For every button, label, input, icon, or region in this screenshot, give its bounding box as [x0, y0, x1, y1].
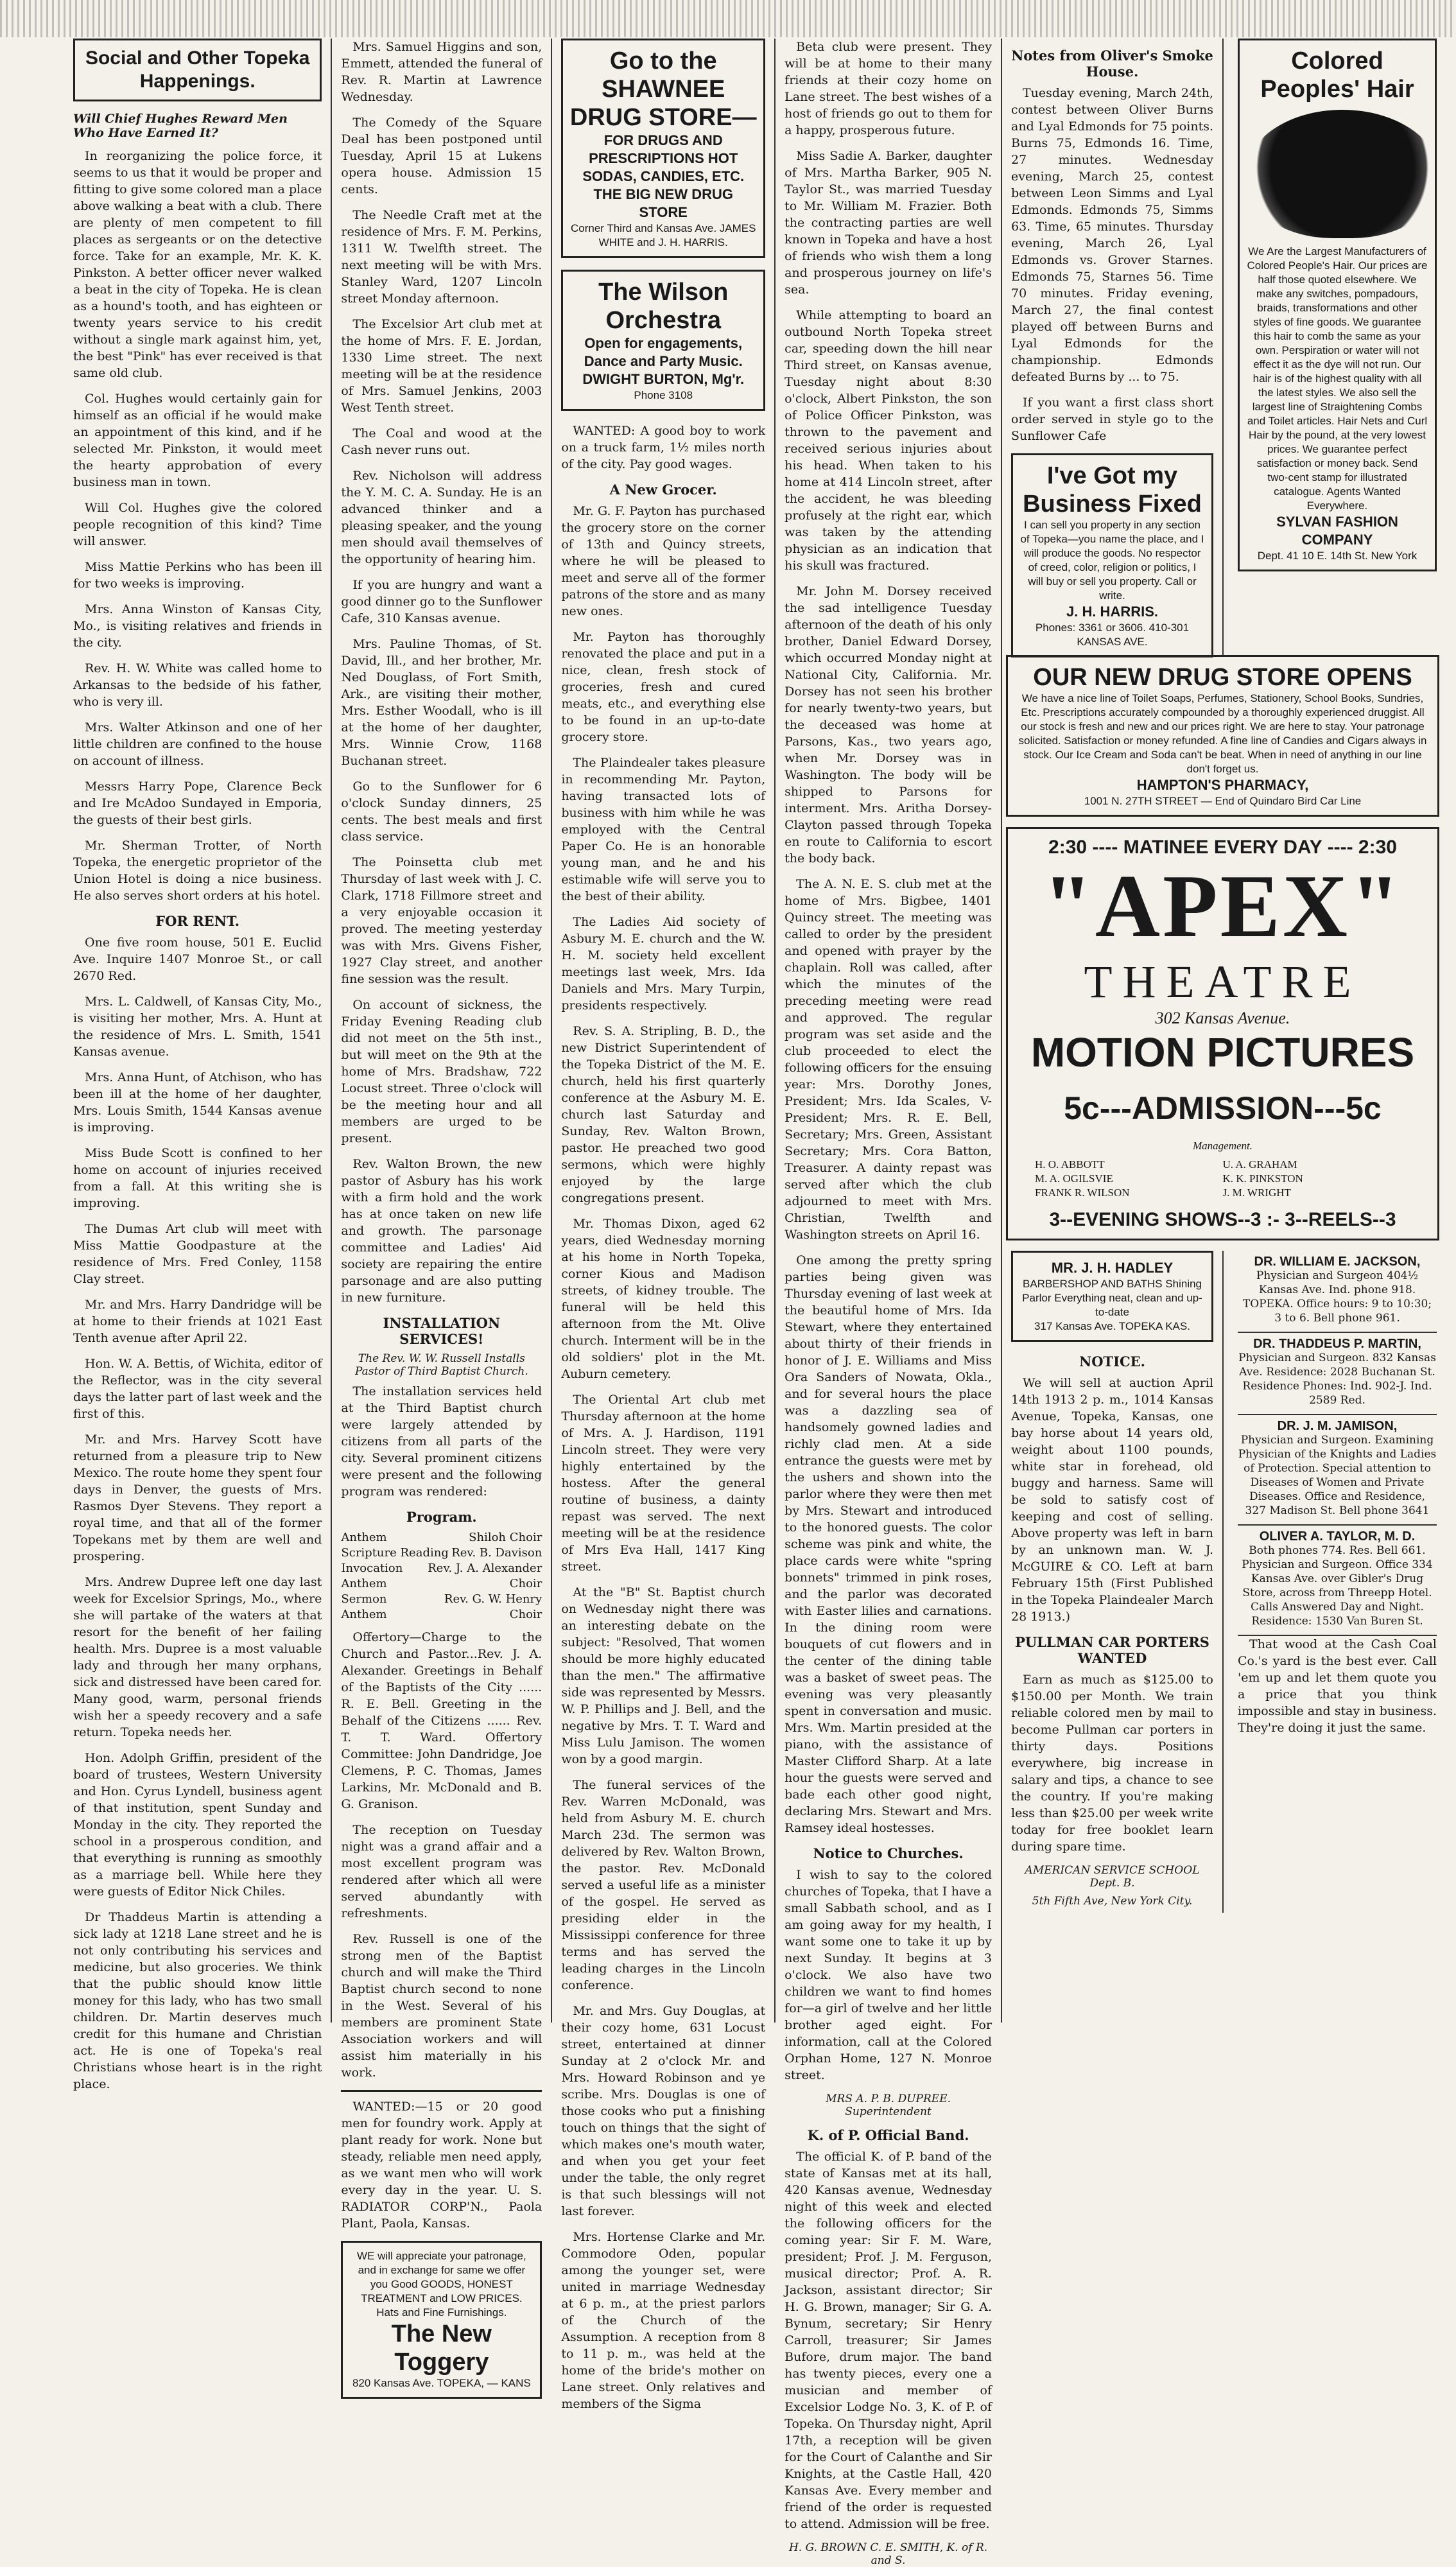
apex-shows: 3--EVENING SHOWS--3 :- 3--REELS--3: [1049, 1209, 1396, 1230]
drug-store-heading: OUR NEW DRUG STORE OPENS: [1033, 664, 1412, 691]
col1-paragraph: Mrs. L. Caldwell, of Kansas City, Mo., is visiting her mother, Mrs. A. Hunt at the residence of Mrs. L. Smith, 1541 Kansas avenue.: [73, 995, 322, 1059]
physician-details: Physician and Surgeon. 832 Kansas Ave. Residence: 2028 Buchanan St. Residence Phones: Ind. 902-J. Ind. 2589 Red.: [1238, 1352, 1436, 1407]
col2-paragraph: Rev. Russell is one of the strong men of the Baptist church and will make the Third Baptist church second to none in the West. Several of his members are prominent State Association workers and will assist him materially in his work.: [341, 1932, 542, 2080]
hadley-address: 317 Kansas Ave. TOPEKA KAS.: [1034, 1320, 1190, 1332]
drug-store-address: 1001 N. 27TH STREET — End of Quindaro Bird Car Line: [1084, 795, 1362, 807]
col2-paragraph: Mrs. Pauline Thomas, of St. David, Ill., and her brother, Mr. Ned Douglass, of Fort Smith, Ark., are visiting their mother, Mrs. Esther Woodall, who is ill at the home of her daughter, Mrs. Winnie Crow, 1168 Buchanan street.: [341, 637, 542, 768]
col1-paragraph: Messrs Harry Pope, Clarence Beck and Ire McAdoo Sundayed in Emporia, the guests of their best girls.: [73, 779, 322, 827]
program-performer: Choir: [509, 1577, 542, 1590]
apex-management: [1016, 1158, 1430, 1200]
column-6-bottom: [1231, 1251, 1443, 1913]
print-edge-noise: [0, 0, 1456, 37]
col1-paragraph: Mrs. Anna Hunt, of Atchison, who has been ill at the home of her daughter, Mrs. Louis Smith, 1544 Kansas avenue is improving.: [73, 1070, 322, 1135]
col2-paragraph: The reception on Tuesday night was a grand affair and a most excellent program was rendered after which all were served abundantly with refreshments.: [341, 1823, 542, 1920]
grocer-heading: A New Grocer.: [609, 482, 717, 498]
col3-paragraph: At the "B" St. Baptist church on Wednesday night there was an interesting debate on the subject: "Resolved, That women should be more highly educated than the men." The affirmative side was represented by Messrs. W. P. Phillips and J. Bell, and the negative by Mrs. T. T. Ward and Miss Lulu Jamison. The women won by a good margin.: [561, 1585, 766, 1766]
program-list: [341, 1530, 542, 1623]
program-item: Anthem: [341, 1608, 387, 1621]
hair-illustration: [1246, 110, 1439, 238]
hair-ad: [1238, 39, 1437, 571]
physician-details: Physician and Surgeon 404½ Kansas Ave. Ind. phone 918. TOPEKA. Office hours: 9 to 10:30; 3 to 6. Bell phone 961.: [1242, 1269, 1432, 1325]
col3-paragraph: Mrs. Hortense Clarke and Mr. Commodore Oden, popular among the younger set, were united in marriage Wednesday at 6 p. m., at the priest parlors of the Church of the Assumption. A reception from 8 to 11 p. m., was held at the home of the bride's mother on Lane street. Only relatives and members of the Sigma: [561, 2230, 766, 2411]
right-bottom-row: [1002, 1251, 1443, 1913]
physician-name: DR. WILLIAM E. JACKSON,: [1254, 1255, 1421, 1269]
col3-paragraph: The Plaindealer takes pleasure in recommending Mr. Payton, having transacted lots of business with him while he was employed with the Central Paper Co. He is an honorable young man, and he and his estimable wife will serve you to the best of their ability.: [561, 756, 766, 903]
column-4-paragraphs: [784, 39, 992, 1836]
wanted-boy: WANTED: A good boy to work on a truck farm, 1½ miles north of the city. Pay good wages.: [561, 424, 766, 471]
program-item: Anthem: [341, 1531, 387, 1544]
program-row: [341, 1561, 542, 1576]
pullman-address: 5th Fifth Ave, New York City.: [1032, 1895, 1193, 1908]
harris-address: Phones: 3361 or 3606. 410-301 KANSAS AVE.: [1035, 622, 1190, 648]
apex-theatre: THEATRE: [1084, 956, 1362, 1007]
hadley-name: MR. J. H. HADLEY: [1051, 1260, 1174, 1276]
toggery-text: WE will appreciate your patronage, and in exchange for same we offer you Good GOODS, HONEST TREATMENT and LOW PRICES. Hats and Fine Furnishings.: [357, 2250, 526, 2319]
notice-churches-heading: Notice to Churches.: [813, 1845, 964, 1861]
col1-paragraph: Miss Mattie Perkins who has been ill for two weeks is improving.: [73, 560, 322, 591]
smoke-house-heading: Notes from Oliver's Smoke House.: [1011, 48, 1213, 80]
wanted-foundry: WANTED:—15 or 20 good men for foundry work. Apply at plant ready for work. None but steady, reliable men need apply, as we want men who will work every day in the year. U. S. RADIATOR CORP'N., Paola Plant, Paola, Kansas.: [341, 2100, 542, 2231]
toggery-name: The New Toggery: [391, 2320, 492, 2376]
physician-details: Both phones 774. Res. Bell 661. Physician and Surgeon. Office 334 Kansas Ave. over Gibler's Drug Store, across from Threepp Hotel. Calls Answered Day and Night. Residence: 1530 Van Buren St.: [1242, 1544, 1433, 1628]
col2-paragraph: The Excelsior Art club met at the home of Mrs. F. E. Jordan, 1330 Lime street. The next meeting will be at the residence of Mrs. Samuel Jenkins, 2003 West Tenth street.: [341, 317, 542, 415]
notice-churches-text: I wish to say to the colored churches of Topeka, that I have a small Sabbath school, and as I am going away for my health, I want some one to take it up by next Sunday. It begins at 3 o'clock. We also have two children we want to find homes for—a girl of twelve and her little brother aged eight. For information, call at the Colored Orphan Home, 127 N. Monroe street.: [784, 1868, 992, 2082]
col1-paragraph: Will Col. Hughes give the colored people recognition of this kind? Time will answer.: [73, 501, 322, 548]
col3-paragraph: Rev. S. A. Stripling, B. D., the new District Superintendent of the Topeka District of the M. E. church, held his first quarterly conference at the Asbury M. E. church last Saturday and Sunday, Rev. Walton Brown, pastor. He preached two good sermons, which were highly enjoyed by the large congregations present.: [561, 1024, 766, 1205]
hair-text: We Are the Largest Manufacturers of Colored People's Hair. Our prices are half those quoted elsewhere. We make any switches, pompadours, braids, transformations and other styles of fine goods. We guarantee this hair to comb the same as your own. Perspiration or water will not effect it as the dye will not run. Our hair is of the highest quality with all the latest styles. We also sell the largest line of Straightening Combs and Toilet articles. Hair Nets and Curl Hair by the pound, at the very lowest prices. We guarantee perfect satisfaction or money back. Send two-cent stamp for illustrated catalogue. Agents Wanted Everywhere.: [1247, 245, 1428, 512]
program-item: Scripture Reading: [341, 1546, 449, 1560]
col1-paragraph: Hon. Adolph Griffin, president of the board of trustees, Western University and Hon. Cyrus Lyndell, business agent of that institution, spent Sunday and Monday in the city. They reported the school in a prosperous condition, and that everything is running as smoothly as a marriage bell. While here they were guests of Editor Nick Chiles.: [73, 1751, 322, 1899]
manager-name: FRANK R. WILSON: [1035, 1187, 1130, 1199]
physician-card: [1238, 1251, 1437, 1333]
hair-heading: Colored Peoples' Hair: [1260, 48, 1414, 103]
installation-heading: INSTALLATION SERVICES!: [383, 1315, 501, 1347]
column-4: [776, 39, 1002, 2567]
col3-paragraph: Mr. Payton has thoroughly renovated the place and put in a nice, clean, fresh stock of groceries, fresh and cured meats, etc., and everything else to be found in an up-to-date grocery store.: [561, 630, 766, 744]
program-row: [341, 1576, 542, 1592]
apex-management-heading: Management.: [1192, 1140, 1252, 1152]
col2-paragraph: Rev. Nicholson will address the Y. M. C. A. Sunday. He is an advanced thinker and a pleasing speaker, and the young men should avail themselves of the opportunity of hearing him.: [341, 469, 542, 566]
apex-banner: 2:30 ---- MATINEE EVERY DAY ---- 2:30: [1048, 837, 1397, 858]
pullman-heading: PULLMAN CAR PORTERS WANTED: [1015, 1634, 1209, 1666]
pullman-text: Earn as much as $125.00 to $150.00 per Month. We train reliable colored men by mail to become Pullman car porters in thirty days. Positions everywhere, big increase in salary and tips, a chance to see the country. If you're making less than $25.00 per week write today for free booklet learn during spare time.: [1011, 1673, 1213, 1854]
col3-paragraph: The Ladies Aid society of Asbury M. E. church and the W. H. M. society held excellent meetings last week, Mrs. Ida Daniels and Mrs. Mary Turpin, presidents respectively.: [561, 915, 766, 1013]
column-1-paragraphs-2: [73, 934, 322, 2093]
columns: [64, 39, 1443, 2567]
physician-name: DR. J. M. JAMISON,: [1277, 1419, 1398, 1433]
column-3: [552, 39, 776, 2411]
hampton-pharmacy-ad: [1006, 655, 1439, 817]
column-2-paragraphs: [341, 39, 542, 1306]
for-rent-heading: FOR RENT.: [155, 913, 240, 929]
right-top-row: [1002, 39, 1443, 655]
col1-paragraph: Mr. Sherman Trotter, of North Topeka, the energetic proprietor of the Union Hotel is doing a nice business. He also serves short orders at his hotel.: [73, 839, 322, 903]
program-item: Anthem: [341, 1577, 387, 1590]
physician-name: DR. THADDEUS P. MARTIN,: [1253, 1337, 1421, 1351]
col2-paragraph: Rev. Walton Brown, the new pastor of Asbury has his work with a firm hold and the work has at once taken on new life and growth. The parsonage committee and Ladies' Aid society are repairing the entire parsonage and are also putting in new furniture.: [341, 1157, 542, 1305]
col3-paragraph: Mr. and Mrs. Guy Douglas, at their cozy home, 631 Locust street, entertained at dinner Sunday at 2 o'clock Mr. and Mrs. Howard Robinson and ye scribe. Mrs. Douglas is one of those cooks who put a finishing touch on things that the sight of which makes one's mouth water, and when you get your feet under the table, the only regret is that such blessings will not last forever.: [561, 2004, 766, 2218]
orchestra-name: The Wilson Orchestra: [598, 279, 729, 334]
col1-paragraph: Hon. W. A. Bettis, of Wichita, editor of the Reflector, was in the city several days the latter part of last week and the first of this.: [73, 1357, 322, 1421]
physician-card: [1238, 1526, 1437, 1636]
col2-paragraph: On account of sickness, the Friday Evening Reading club did not meet on the 5th inst., but will meet on the 9th at the home of Mrs. Bradshaw, 722 Locust street. Three o'clock will be the meeting hour and all members are urged to be present.: [341, 998, 542, 1145]
apex-admission: 5c---ADMISSION---5c: [1064, 1090, 1382, 1126]
col1-paragraph: Mr. and Mrs. Harry Dandridge will be at home to their friends at 1021 East Tenth avenue after April 22.: [73, 1298, 322, 1345]
col1-paragraph: Mrs. Andrew Dupree left one day last week for Excelsior Springs, Mo., where she will partake of the waters at that resort for the benefit of her failing health. Mrs. Dupree is a most valuable lady and through her many orphans, sick and distressed have been cared for. Many good, warm, personal friends wish her a speedy recovery and a safe return. Topeka needs her.: [73, 1575, 322, 1739]
col1-paragraph: The Dumas Art club will meet with Miss Mattie Goodpasture at the residence of Mrs. Fred Conley, 1158 Clay street.: [73, 1222, 322, 1286]
col2-paragraph: Go to the Sunflower for 6 o'clock Sunday dinners, 25 cents. The best meals and first class service.: [341, 779, 542, 844]
col3-paragraph: Mr. Thomas Dixon, aged 62 years, died Wednesday morning at his home in North Topeka, corner Kious and Madison streets, of kidney trouble. The funeral will be held this afternoon from the Mt. Olive church. Interment will be in the old soldiers' plot in the Mt. Auburn cemetery.: [561, 1217, 766, 1381]
harris-heading: I've Got my Business Fixed: [1023, 462, 1202, 518]
manager-name: H. O. ABBOTT: [1035, 1158, 1105, 1170]
band-signature: H. G. BROWN C. E. SMITH, K. of R. and S.: [788, 2541, 988, 2567]
col1-paragraph: In reorganizing the police force, it seems to us that it would be proper and fitting to give some colored man a place above walking a beat with a club. There are plenty of men competent to fill places as sergeants or on the detective force. Take for an example, Mr. K. K. Pinkston. A better officer never walked a beat in the city of Topeka. He is clean as a hound's tooth, and has eighteen or twenty years service to his credit without a single mark against him, yet, the best "Pink" has ever received is that same old club.: [73, 149, 322, 380]
column-2: [332, 39, 552, 2389]
apex-address: 302 Kansas Avenue.: [1155, 1009, 1290, 1027]
section-title-box: Social and Other Topeka Happenings.: [73, 39, 322, 101]
col1-paragraph: Mrs. Anna Winston of Kansas City, Mo., is visiting relatives and friends in the city.: [73, 602, 322, 650]
col2-paragraph: The Comedy of the Square Deal has been postponed until Tuesday, April 15 at Lukens opera house. Admission 15 cents.: [341, 116, 542, 196]
column-1: [64, 39, 332, 2091]
auction-notice-text: We will sell at auction April 14th 1913 2 p. m., 1014 Kansas Avenue, Topeka, Kansas, one bay horse about 14 years old, weight about 1100 pounds, white star in forehead, old buggy and harness. Same will be sold to satisfy cost of keeping and cost of selling. Above property was left in barn by an unknown man. W. J. McGUIRE & CO. Left at barn February 15th (First Published in the Topeka Plaindealer March 28 1913.): [1011, 1376, 1213, 1624]
column-1-paragraphs: [73, 148, 322, 904]
column-3-paragraphs: [561, 503, 765, 2412]
hadley-sub: BARBERSHOP AND BATHS Shining Parlor Everything neat, clean and up-to-date: [1022, 1278, 1202, 1318]
col4-paragraph: Miss Sadie A. Barker, daughter of Mrs. Martha Barker, 905 N. Taylor St., was married Tuesday to Mr. William M. Frazier. Both the contracting parties are well known in Topeka and have a host of friends who wish them a long and prosperous journey on life's sea.: [784, 149, 992, 297]
col3-paragraph: Mr. G. F. Payton has purchased the grocery store on the corner of 13th and Quincy streets, where he will be pleased to meet and serve all of the former patrons of the store and as many new ones.: [561, 504, 766, 618]
band-text: The official K. of P. band of the state of Kansas met at its hall, 420 Kansas avenue, Wednesday night of this week and elected the following officers for the coming year: Sir F. M. Ware, president; Prof. J. M. Ferguson, musical director; Prof. A. R. Jackson, assistant director; Sir H. G. Brown, manager; Sir G. A. Bynum, secretary; Sir Henry Carroll, treasurer; Sir James Bufore, drum major. The band has twenty pieces, every one a musician and member of Excelsior Lodge No. 3, K. of P. of Topeka. On Thursday night, April 17th, a reception will be given for the Court of Calanthe and Sir Knights, at the Castle Hall, 420 Kansas Ave. Every member and friend of the order is requested to attend. Admission will be free.: [784, 2150, 992, 2531]
harris-name: J. H. HARRIS.: [1066, 604, 1159, 620]
program-row: [341, 1607, 542, 1623]
manager-name: K. K. PINKSTON: [1222, 1172, 1303, 1185]
physician-cards: [1238, 1251, 1437, 1636]
program-item: Invocation: [341, 1562, 403, 1575]
program-heading: Program.: [406, 1509, 477, 1525]
column-2-paragraphs-2: [341, 1822, 542, 2081]
manager-name: M. A. OGILSVIE: [1035, 1172, 1113, 1185]
drug-store-text: We have a nice line of Toilet Soaps, Perfumes, Stationery, School Books, Sundries, Etc. Prescriptions accurately compounded by a thoroughly experienced druggist. All our stock is fresh and new and our prices right. We are here to stay. Your patronage solicited. Satisfaction or money refunded. A fine line of Candies and Cigars always in stock. Our Ice Cream and Soda can't be beat. When in need of anything in our line don't forget us.: [1018, 692, 1427, 775]
col4-paragraph: One among the pretty spring parties being given was Thursday evening of last week at the beautiful home of Mrs. Ida Stewart, where they entertained about thirty of their friends in honor of J. E. Williams and Miss Ora Sanders of Nowata, Okla., and for several hours the place was a dazzling sea of handsomely gowned ladies and richly clad men. At a side entrance the guests were met by the ushers and shown into the parlor where they were then met by Mrs. Stewart and introduced to the honored guests. The color scheme was pink and white, the place cards were white "spring bonnets" trimmed in pink roses, and the parlor was decorated with Easter lilies and carnations. In the dining room were bouquets of cut flowers and in the center of the dining table was a basket of sweet peas. The evening was very pleasantly spent in conversation and music. Mrs. Wm. Martin presided at the piano, with the assistance of Master Clifford Sharp. At a late hour the guests were served and bade each other good night, declaring Mrs. Stewart and Mrs. Ramsey ideal hostesses.: [784, 1253, 992, 1835]
lead-question: Will Chief Hughes Reward Men Who Have Earned It?: [73, 112, 288, 140]
col1-paragraph: Col. Hughes would certainly gain for himself as an official if he would make an appointment of this kind, and if he selected Mr. Pinkston, it would meet the hearty approbation of every business man in town.: [73, 392, 322, 489]
col4-paragraph: Beta club were present. They will be at home to their many friends at their cozy home on Lane street. The best wishes of a host of friends go out to them for a happy, prosperous future.: [784, 40, 992, 137]
band-heading: K. of P. Official Band.: [807, 2127, 969, 2143]
manager-name: J. M. WRIGHT: [1222, 1187, 1291, 1199]
column-5-bottom: [1002, 1251, 1224, 1913]
program-item: Sermon: [341, 1592, 387, 1606]
col1-paragraph: Miss Bude Scott is confined to her home on account of injuries received from a fall. At this writing she is improving.: [73, 1146, 322, 1210]
orchestra-phone: Phone 3108: [634, 389, 693, 401]
wilson-orchestra-ad: [561, 270, 765, 411]
notice-signature: MRS A. P. B. DUPREE. Superintendent: [826, 2093, 951, 2118]
apex-name: "APEX": [1043, 857, 1403, 956]
column-5-top: [1002, 39, 1224, 655]
cash-coal-ad: That wood at the Cash Coal Co.'s yard is the best ever. Call 'em up and let them quote you a price that you think impossible and stay in business. They're doing it just the same.: [1238, 1637, 1437, 1735]
col4-paragraph: Mr. John M. Dorsey received the sad intelligence Tuesday afternoon of the death of his only brother, Daniel Edward Dorsey, which occurred Monday night at National City, California. Mr. Dorsey has not seen his brother for nearly twenty-two years, but the deceased was home at Parsons, Kas., two years ago, when Mr. Dorsey was in Washington. The body will be shipped to Parsons for interment. Mrs. Aritha Dorsey-Clayton passed through Topeka en route to California to escort the body back.: [784, 584, 992, 866]
col2-paragraph: The Needle Craft met at the residence of Mrs. F. M. Perkins, 1311 W. Twelfth street. The next meeting will be with Mrs. Stanley Ward, 1207 Lincoln street Monday afternoon.: [341, 208, 542, 306]
program-performer: Rev. G. W. Henry: [444, 1592, 542, 1606]
physician-name: OLIVER A. TAYLOR, M. D.: [1259, 1529, 1416, 1544]
col4-paragraph: The A. N. E. S. club met at the home of Mrs. Bigbee, 1401 Quincy street. The meeting was called to order by the president and opened with prayer by the chaplain. Roll was called, after which the minutes of the preceding meeting were read and approved. The regular program was set aside and the club proceeded to elect the following officers for the ensuing year: Mrs. Dorothy Jones, President; Mrs. Ida Scales, V-President; Mrs. R. E. Bell, Secretary; Mrs. Green, Assistant Secretary; Mrs. Cora Batton, Treasurer. A dainty repast was served after which the club adjourned to meet with Mrs. Christian, Twelfth and Washington streets on April 16.: [784, 877, 992, 1242]
hair-company: SYLVAN FASHION COMPANY: [1276, 514, 1398, 548]
physician-card: [1238, 1415, 1437, 1526]
toggery-address: 820 Kansas Ave. TOPEKA, — KANS: [352, 2377, 531, 2389]
sunflower-ad: If you want a first class short order served in style go to the Sunflower Cafe: [1011, 396, 1213, 443]
installation-text: The installation services held at the Third Baptist church were largely attended by citizens from all parts of the city. Several prominent citizens were present and the following program was rendered:: [341, 1384, 542, 1499]
right-block: [1002, 39, 1443, 2023]
program-row: [341, 1545, 542, 1561]
physician-details: Physician and Surgeon. Examining Physician of the Knights and Ladies of Protection. Special attention to Diseases of Women and Private Diseases. Office and Residence, 327 Madison St. Bell phone 3641: [1238, 1434, 1437, 1517]
shawnee-address: Corner Third and Kansas Ave. JAMES WHITE and J. H. HARRIS.: [570, 222, 756, 248]
program-performer: Rev. B. Davison: [451, 1546, 542, 1560]
hadley-ad: [1011, 1251, 1213, 1342]
pullman-school: AMERICAN SERVICE SCHOOL Dept. B.: [1025, 1864, 1200, 1890]
apex-theatre-ad: [1006, 827, 1439, 1240]
col2-paragraph: The Coal and wood at the Cash never runs out.: [341, 426, 542, 457]
program-row: [341, 1592, 542, 1607]
manager-name: U. A. GRAHAM: [1222, 1158, 1297, 1170]
auction-notice-heading: NOTICE.: [1079, 1353, 1145, 1370]
program-performer: Shiloh Choir: [469, 1531, 542, 1544]
divider: [341, 2090, 542, 2092]
col1-paragraph: Mr. and Mrs. Harvey Scott have returned from a pleasure trip to New Mexico. The route home they spent four days in Denver, the guests of Mrs. Rasmos Dyer Stevens. They report a royal time, and that all of the former Topekans met by them are well and prospering.: [73, 1432, 322, 1563]
shawnee-lines: FOR DRUGS AND PRESCRIPTIONS HOT SODAS, CANDIES, ETC. THE BIG NEW DRUG STORE: [582, 132, 745, 220]
harris-ad: [1011, 453, 1213, 657]
orchestra-manager: DWIGHT BURTON, Mg'r.: [582, 371, 745, 387]
apex-motion: MOTION PICTURES: [1030, 1029, 1415, 1075]
col4-paragraph: While attempting to board an outbound North Topeka street car, speeding down the hill near Third street, on Kansas avenue, Tuesday night about 8:30 o'clock, Albert Pinkston, the son of Police Officer Pinkston, was thrown to the pavement and received serious injuries about his head. When taken to his home at 414 Lincoln street, after the accident, he was bleeding profusely at the right ear, which was taken by the attending physician as an indication that his skull was fractured.: [784, 308, 992, 573]
col3-paragraph: The funeral services of the Rev. Warren McDonald, was held from Asbury M. E. church March 23d. The sermon was delivered by Rev. Walton Brown, the pastor. Rev. McDonald served a useful life as a minister of the gospel. He served as presiding elder in the Mississippi conference for three terms and has served the leading charges in the Lincoln conference.: [561, 1778, 766, 1992]
program-performer: Choir: [509, 1608, 542, 1621]
col2-paragraph: The Poinsetta club met Thursday of last week with J. C. Clark, 1718 Fillmore street and a very enjoyable occasion it proved. The meeting yesterday was with Mrs. Givens Fisher, 1927 Clay street, and another fine session was the result.: [341, 855, 542, 986]
shawnee-title: Go to the SHAWNEE DRUG STORE—: [569, 48, 757, 131]
col2-paragraph: If you are hungry and want a good dinner go to the Sunflower Cafe, 310 Kansas avenue.: [341, 578, 542, 625]
installation-subheading: The Rev. W. W. Russell Installs Pastor of Third Baptist Church.: [354, 1352, 528, 1378]
col1-paragraph: Mrs. Walter Atkinson and one of her little children are confined to the house on account of illness.: [73, 720, 322, 768]
col1-paragraph: Dr Thaddeus Martin is attending a sick lady at 1218 Lane street and he is not only contributing his services and medicine, but also groceries. We think that the public should know little money for this lady, who has two small children. Dr. Martin deserves much credit for this humane and Christian act. He is one of Topeka's real Christians whose heart is in the right place.: [73, 1910, 322, 2091]
smoke-house-text: Tuesday evening, March 24th, contest between Oliver Burns and Lyal Edmonds for 75 points. Burns 75, Edmonds 16. Time, 27 minutes. Wednesday evening, March 25, contest between Leon Simms and Lyal Edmonds. Edmonds 75, Simms 63. Time, 65 minutes. Thursday evening, March 26, Lyal Edmonds vs. Grover Starnes. Edmonds 75, Starnes 56. Time 70 minutes. Friday evening, March 27, the final contest played off between Burns and Lyal Edmonds for the championship. Edmonds defeated Burns by ... to 75.: [1011, 86, 1213, 384]
physician-card: [1238, 1333, 1437, 1415]
program-row: [341, 1530, 542, 1545]
column-6-top: [1231, 39, 1443, 655]
program-performer: Rev. J. A. Alexander: [428, 1562, 542, 1575]
program-text: Offertory—Charge to the Church and Pastor...Rev. J. A. Alexander. Greetings in Behalf of the Baptists of the City ...... R. E. Bell. Greeting in the Behalf of the Citizens ...... Rev. T. T. Ward. Offertory Committee: John Dandridge, Joe Clemens, P. C. Thomas, James Larkins, Mr. McDonald and B. G. Granison.: [341, 1630, 542, 1811]
orchestra-sub: Open for engagements, Dance and Party Music.: [584, 335, 743, 369]
col1-paragraph: Rev. H. W. White was called home to Arkansas to the bedside of his father, who is very ill.: [73, 661, 322, 709]
col2-paragraph: Mrs. Samuel Higgins and son, Emmett, attended the funeral of Rev. R. Martin at Lawrence Wednesday.: [341, 40, 542, 104]
toggery-ad: [341, 2241, 542, 2399]
drug-store-name: HAMPTON'S PHARMACY,: [1136, 777, 1309, 793]
col1-paragraph: One five room house, 501 E. Euclid Ave. Inquire 1407 Monroe St., or call 2670 Red.: [73, 935, 322, 983]
col3-paragraph: The Oriental Art club met Thursday afternoon at the home of Mrs. A. J. Hardison, 1191 Lincoln street. They were very highly entertained by the hostess. After the general routine of business, a dainty repast was served. The next meeting will be at the residence of Mrs Eva Hall, 1417 King street.: [561, 1393, 766, 1574]
shawnee-drug-ad: [561, 39, 765, 258]
harris-text: I can sell you property in any section of Topeka—you name the place, and I will produce the goods. No respector of creed, color, religion or politics, I will buy or sell you property. Call or write.: [1020, 519, 1204, 602]
hair-address: Dept. 41 10 E. 14th St. New York: [1257, 550, 1417, 562]
